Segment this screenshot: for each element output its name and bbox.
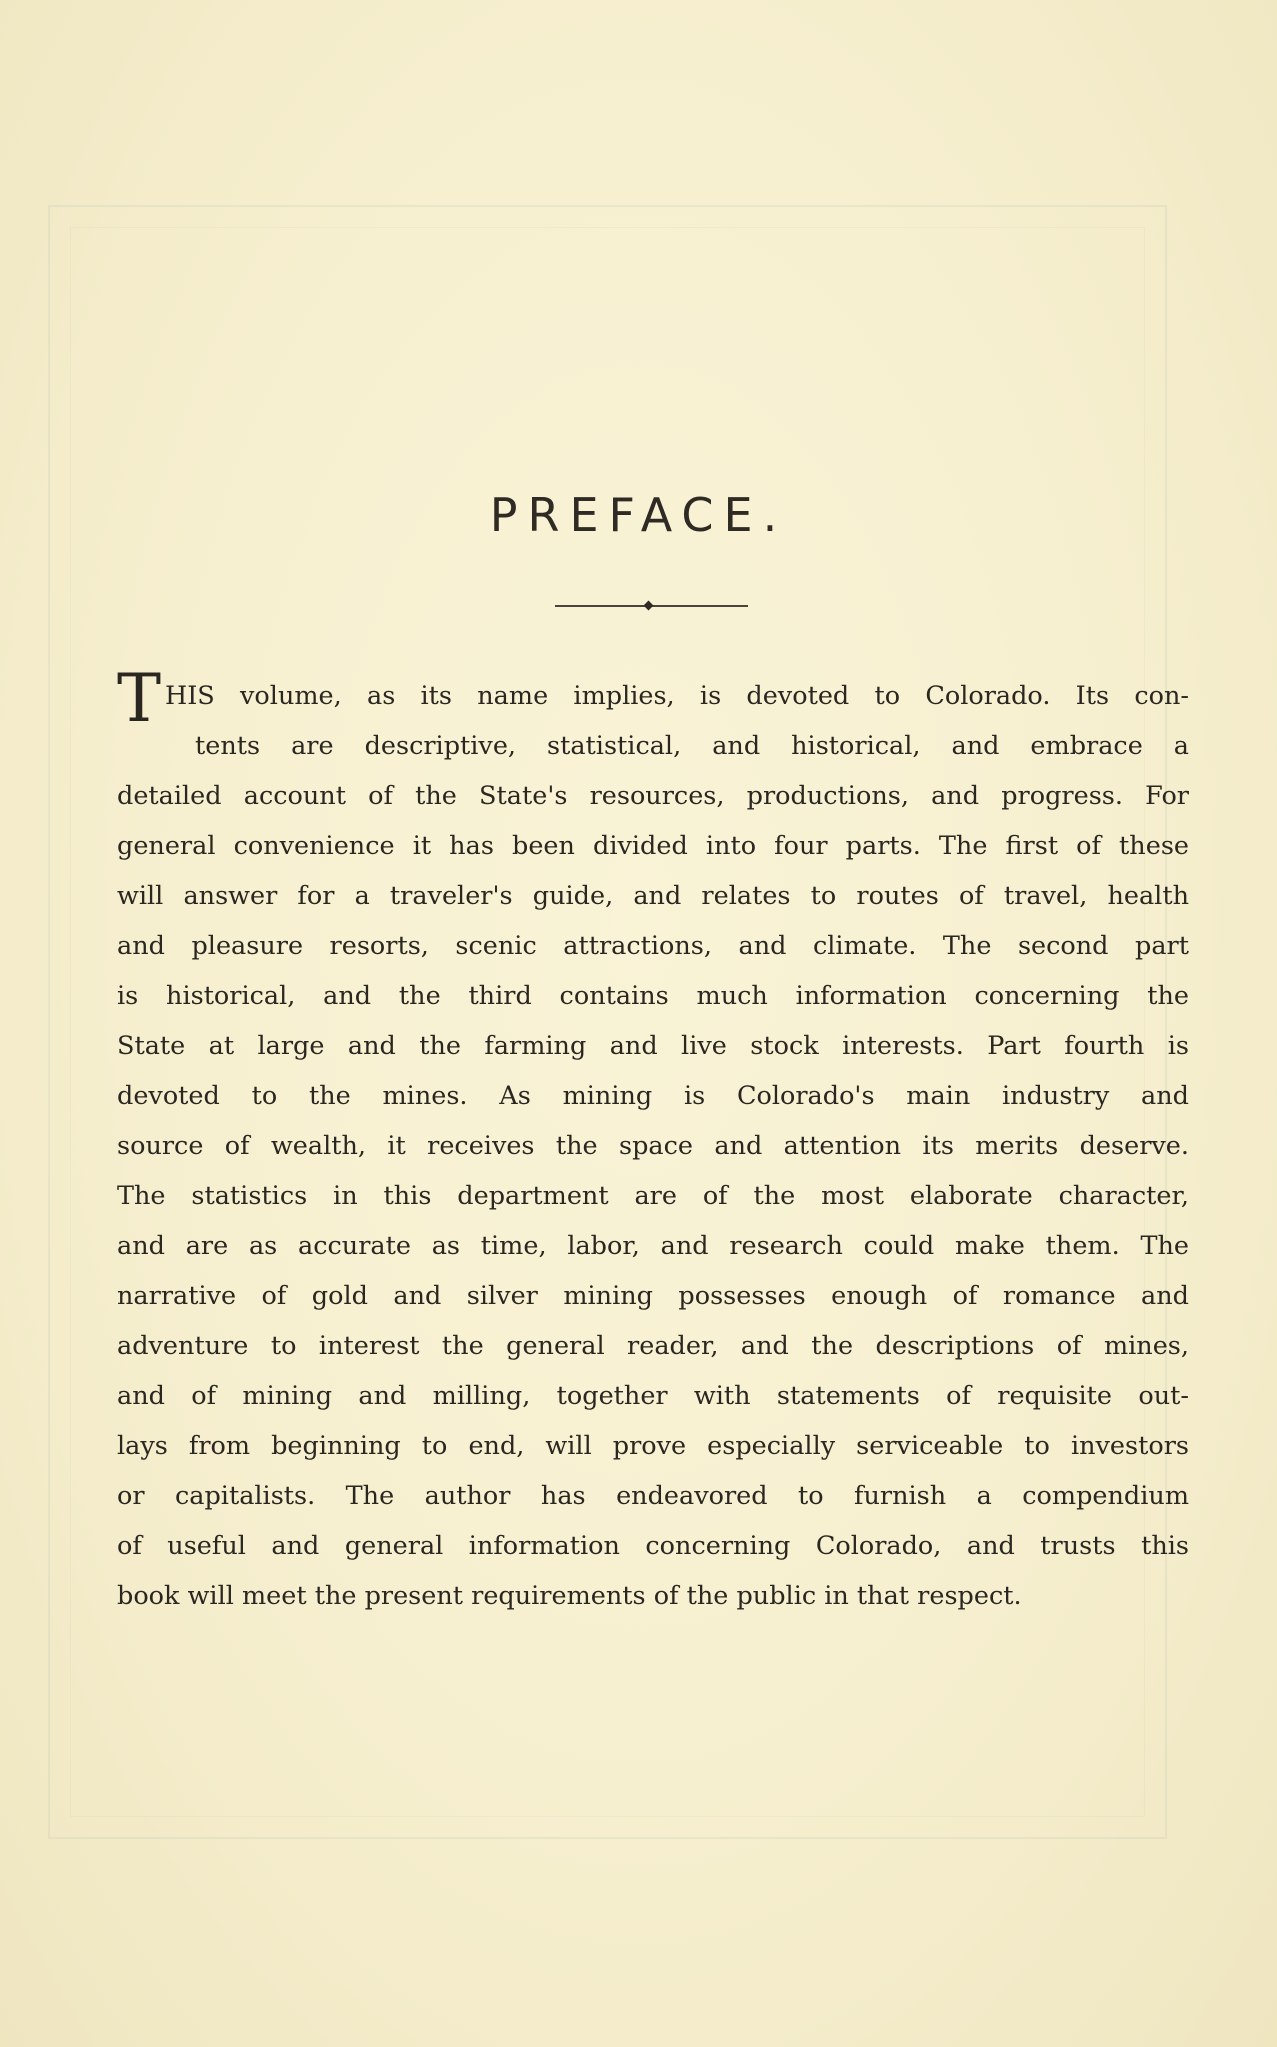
body-line: State at large and the farming and live stock interests. Part fourth is: [117, 1031, 1189, 1061]
body-line: The statistics in this department are of the most elaborate character,: [117, 1181, 1189, 1211]
body-line: HIS volume, as its name implies, is devoted to Colorado. Its con-: [165, 681, 1189, 711]
body-line: or capitalists. The author has endeavored to furnish a compendium: [117, 1481, 1189, 1511]
body-line: is historical, and the third contains much information concerning the: [117, 981, 1189, 1011]
body-line: book will meet the present requirements of the public in that respect.: [117, 1581, 1022, 1611]
body-line: and are as accurate as time, labor, and research could make them. The: [117, 1231, 1189, 1261]
drop-cap: T: [117, 660, 162, 737]
body-line: and pleasure resorts, scenic attractions, and climate. The second part: [117, 931, 1189, 961]
body-line: tents are descriptive, statistical, and historical, and embrace a: [195, 731, 1189, 761]
body-line: lays from beginning to end, will prove especially serviceable to investors: [117, 1431, 1189, 1461]
body-line: will answer for a traveler's guide, and relates to routes of travel, health: [117, 881, 1189, 911]
body-line: of useful and general information concerning Colorado, and trusts this: [117, 1531, 1189, 1561]
body-line: devoted to the mines. As mining is Colorado's main industry and: [117, 1081, 1189, 1111]
body-line: narrative of gold and silver mining possesses enough of romance and: [117, 1281, 1189, 1311]
body-line: detailed account of the State's resources, productions, and progress. For: [117, 781, 1189, 811]
preface-body: [117, 671, 1189, 1621]
body-line: adventure to interest the general reader, and the descriptions of mines,: [117, 1331, 1189, 1361]
body-line: and of mining and milling, together with statements of requisite out-: [117, 1381, 1189, 1411]
body-line: source of wealth, it receives the space and attention its merits deserve.: [117, 1131, 1189, 1161]
body-line: general convenience it has been divided into four parts. The first of these: [117, 831, 1189, 861]
page-title: PREFACE.: [489, 488, 788, 542]
